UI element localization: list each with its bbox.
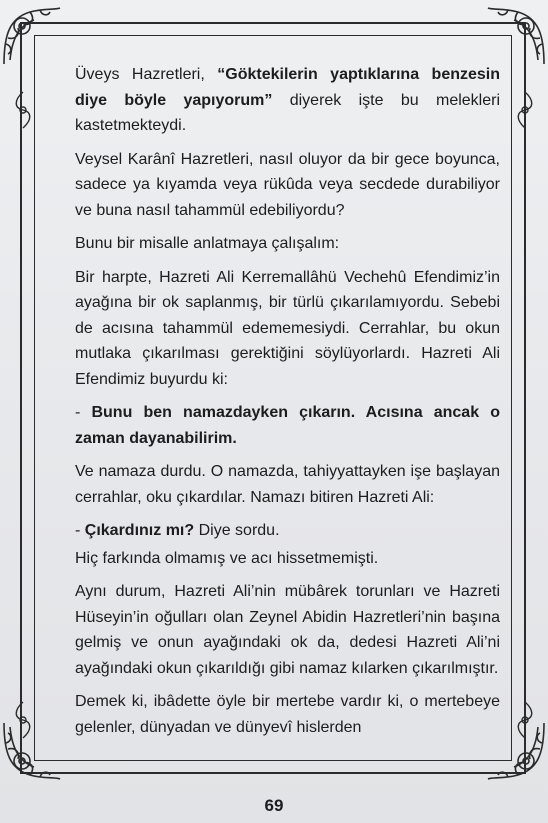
dash: -: [75, 404, 92, 421]
page-body: [75, 62, 500, 748]
dialogue-line: [75, 518, 500, 544]
paragraph: Bir harpte, Hazreti Ali Kerremallâhü Vechehû Efendimiz’in ayağına bir ok saplanmış, bir türlü çıkarılamıyordu. Sebebi de acısına tahammül edememesiydi. Cerrahlar, bu okun mutlaka çıkarılması gerektiğini söylüyorlardı. Hazreti Ali Efendimiz buyurdu ki:: [75, 268, 500, 388]
page-number: 69: [264, 796, 284, 815]
bold-quote: “Göktekilerin yaptıklarına benzesin diye böyle yapıyorum”: [75, 66, 500, 109]
side-ornament-icon: [12, 700, 34, 740]
paragraph: Demek ki, ibâdette öyle bir mertebe vardır ki, o mertebeye gelenler, dünyadan ve dünyevî hislerden: [75, 693, 500, 736]
paragraph: Ve namaza durdu. O namazda, tahiyyattayken işe başlayan cerrahlar, oku çıkardılar. Namazı bitiren Hazreti Ali:: [75, 463, 500, 506]
dialogue-text: Diye sordu.: [194, 522, 280, 539]
paragraph: Veysel Karânî Hazretleri, nasıl oluyor da bir gece boyunca, sadece ya kıyamda veya rükûda veya secdede durabiliyor ve buna nasıl tahammül edebiliyordu?: [75, 150, 500, 219]
corner-ornament-icon: [0, 4, 64, 68]
dialogue-line: [75, 400, 500, 451]
paragraph-text: diyerek işte bu melekleri kastetmekteydi.: [75, 91, 501, 134]
side-ornament-icon: [514, 700, 536, 740]
dash: -: [75, 522, 85, 539]
paragraph-text: Üveys Hazretleri,: [75, 66, 218, 83]
paragraph: [75, 62, 500, 139]
corner-ornament-icon: [484, 4, 548, 68]
side-ornament-icon: [514, 90, 536, 130]
dialogue-text: Bunu ben namazdayken çıkarın. Acısına ancak o zaman dayanabilirim.: [75, 404, 501, 447]
paragraph: Hiç farkında olmamış ve acı hissetmemişti.: [75, 549, 379, 567]
paragraph: Bunu bir misalle anlatmaya çalışalım:: [75, 235, 340, 252]
dialogue-text-bold: Çıkardınız mı?: [84, 522, 195, 539]
side-ornament-icon: [12, 90, 34, 130]
paragraph: Aynı durum, Hazreti Ali’nin mübârek torunları ve Hazreti Hüseyin’in oğulları olan Zeynel Abidin Hazretleri’nin başına gelmiş ve onun ayağındaki ok da, dedesi Hazreti Ali’ni ayağındaki okun çıkarıldığı gibi namaz kılarken çıkarılmıştır.: [75, 583, 500, 677]
